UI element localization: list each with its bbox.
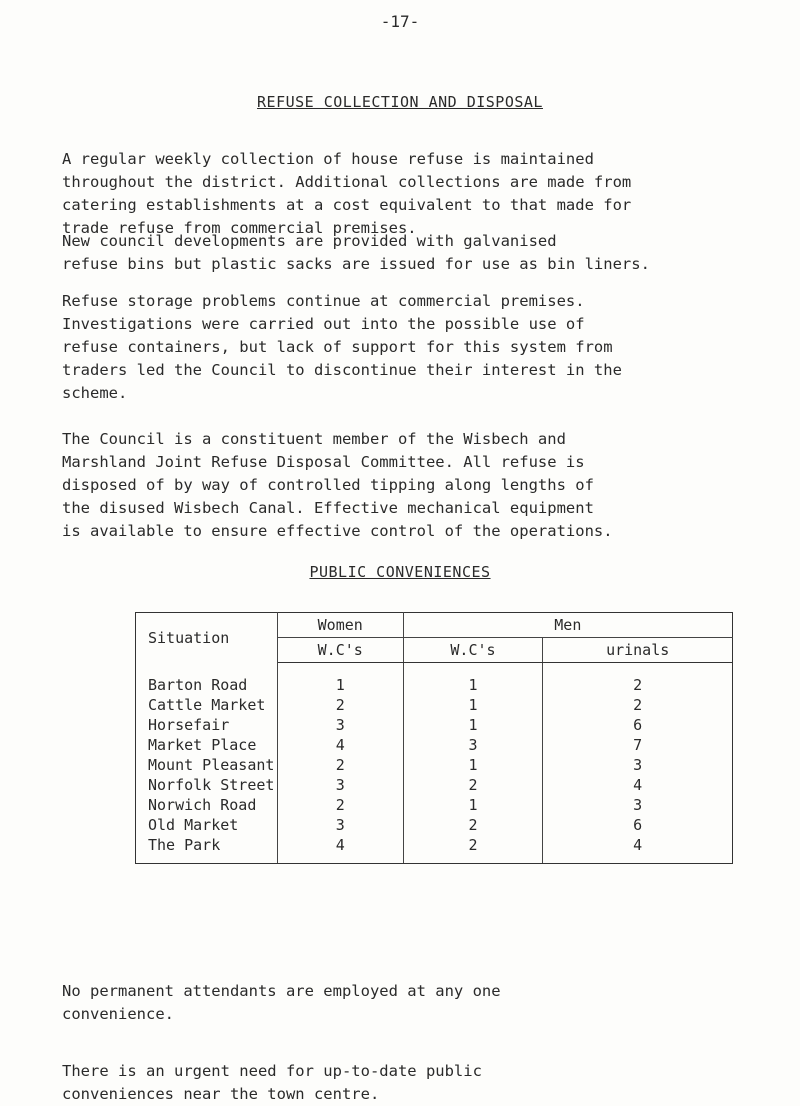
table-row bbox=[136, 815, 733, 835]
table-row bbox=[136, 795, 733, 815]
table-row bbox=[136, 835, 733, 864]
situation-cell: Mount Pleasant bbox=[136, 755, 278, 775]
paragraph-disposal: The Council is a constituent member of the Wisbech and Marshland Joint Refuse Disposal Committee. All refuse is disposed of by way of controlled tipping along lengths of the disused Wisbech Canal. Effective mechanical equipment is available to ensure effective control of the operations. bbox=[62, 430, 613, 540]
men-wcs-cell: 2 bbox=[403, 815, 543, 835]
women-wcs-cell: 1 bbox=[277, 663, 403, 696]
situation-cell: Horsefair bbox=[136, 715, 278, 735]
header-women: Women bbox=[277, 613, 403, 638]
section-heading-refuse: REFUSE COLLECTION AND DISPOSAL bbox=[257, 93, 543, 111]
men-wcs-cell: 1 bbox=[403, 795, 543, 815]
men-wcs-cell: 2 bbox=[403, 835, 543, 864]
subheader-women-wcs: W.C's bbox=[277, 638, 403, 663]
men-wcs-cell: 1 bbox=[403, 755, 543, 775]
header-men: Men bbox=[403, 613, 732, 638]
table-row bbox=[136, 775, 733, 795]
urinals-cell: 6 bbox=[543, 715, 733, 735]
conveniences-table bbox=[135, 612, 733, 864]
women-wcs-cell: 3 bbox=[277, 715, 403, 735]
women-wcs-cell: 4 bbox=[277, 835, 403, 864]
women-wcs-cell: 2 bbox=[277, 695, 403, 715]
men-wcs-cell: 3 bbox=[403, 735, 543, 755]
situation-cell: Cattle Market bbox=[136, 695, 278, 715]
situation-cell: Old Market bbox=[136, 815, 278, 835]
urinals-cell: 3 bbox=[543, 755, 733, 775]
situation-cell: Norwich Road bbox=[136, 795, 278, 815]
situation-cell: Norfolk Street bbox=[136, 775, 278, 795]
urinals-cell: 4 bbox=[543, 775, 733, 795]
women-wcs-cell: 3 bbox=[277, 775, 403, 795]
table-row bbox=[136, 663, 733, 696]
women-wcs-cell: 2 bbox=[277, 795, 403, 815]
table-row bbox=[136, 735, 733, 755]
table-row bbox=[136, 715, 733, 735]
paragraph-collection: A regular weekly collection of house refuse is maintained throughout the district. Additional collections are made from catering establishments at a cost equivalent to that made for trade refuse from commercial premises. bbox=[62, 150, 632, 237]
paragraph-bins: New council developments are provided with galvanised refuse bins but plastic sacks are issued for use as bin liners. bbox=[62, 232, 650, 273]
table-row bbox=[136, 755, 733, 775]
men-wcs-cell: 1 bbox=[403, 695, 543, 715]
section-heading-conveniences: PUBLIC CONVENIENCES bbox=[309, 563, 491, 581]
urinals-cell: 3 bbox=[543, 795, 733, 815]
men-wcs-cell: 1 bbox=[403, 663, 543, 696]
women-wcs-cell: 2 bbox=[277, 755, 403, 775]
situation-cell: Barton Road bbox=[136, 663, 278, 696]
paragraph-storage: Refuse storage problems continue at commercial premises. Investigations were carried out into the possible use of refuse containers, but lack of support for this system from traders led the Council to discontinue their interest in the scheme. bbox=[62, 292, 622, 402]
men-wcs-cell: 1 bbox=[403, 715, 543, 735]
situation-cell: The Park bbox=[136, 835, 278, 864]
urinals-cell: 7 bbox=[543, 735, 733, 755]
men-wcs-cell: 2 bbox=[403, 775, 543, 795]
situation-cell: Market Place bbox=[136, 735, 278, 755]
urinals-cell: 2 bbox=[543, 695, 733, 715]
subheader-urinals: urinals bbox=[543, 638, 733, 663]
page-number: -17- bbox=[380, 12, 420, 31]
urinals-cell: 4 bbox=[543, 835, 733, 864]
subheader-men-wcs: W.C's bbox=[403, 638, 543, 663]
paragraph-urgent-need: There is an urgent need for up-to-date public conveniences near the town centre. bbox=[62, 1062, 482, 1103]
table-row bbox=[136, 695, 733, 715]
women-wcs-cell: 4 bbox=[277, 735, 403, 755]
urinals-cell: 2 bbox=[543, 663, 733, 696]
women-wcs-cell: 3 bbox=[277, 815, 403, 835]
header-situation: Situation bbox=[136, 613, 278, 663]
paragraph-attendants: No permanent attendants are employed at any one convenience. bbox=[62, 982, 501, 1023]
urinals-cell: 6 bbox=[543, 815, 733, 835]
